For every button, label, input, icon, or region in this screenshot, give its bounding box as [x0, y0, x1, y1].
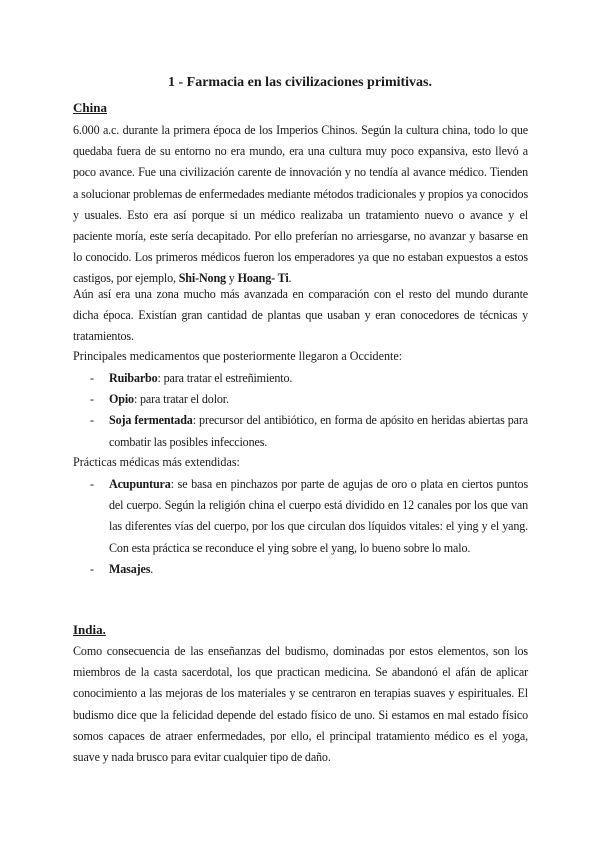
emperor-name-1: Shi-Nong — [178, 271, 226, 286]
dash-bullet: - — [90, 561, 94, 576]
paragraph-end: . — [288, 271, 292, 286]
medicine-description: : para tratar el dolor. — [133, 392, 229, 407]
practice-name: Masajes — [109, 561, 151, 576]
list-item — [73, 474, 528, 559]
china-paragraph-2: Aún así era una zona mucho más avanzada en comparación con el resto del mundo durante dicha época. Existían gran cantidad de plantas que usaban y eran conocedores de técnicas y tratamientos. — [73, 287, 528, 344]
dash-bullet: - — [90, 413, 94, 428]
page-title: 1 - Farmacia en las civilizaciones primitivas. — [167, 75, 432, 90]
emperor-name-2: Hoang- Ti — [237, 271, 289, 286]
medicines-intro: Principales medicamentos que posteriormente llegaron a Occidente: — [73, 349, 403, 363]
dash-bullet: - — [90, 392, 94, 407]
list-item — [73, 368, 528, 389]
china-paragraph-1 — [73, 120, 528, 290]
practice-description: : se basa en pinchazos por parte de agujas de oro o plata en ciertos puntos del cuerpo. Según la religión china el cuerpo está dividido en 12 canales por los que van las diferentes vías del cuerpo, por los que circulan dos líquidos vitales: el ying y el yang. Con esta práctica se reconduce el ying sobre el yang, lo bueno sobre lo malo. — [109, 477, 528, 555]
conjunction: y — [225, 271, 238, 286]
section-heading-china: China — [73, 100, 107, 115]
practices-list — [73, 474, 528, 580]
list-item — [73, 559, 528, 580]
list-item — [73, 410, 528, 452]
medicine-description: : para tratar el estreñimiento. — [157, 371, 293, 385]
medicines-list — [73, 368, 528, 453]
dash-bullet: - — [90, 477, 94, 491]
practice-description: . — [150, 561, 154, 576]
medicine-name: Soja fermentada — [109, 413, 193, 428]
india-paragraph-1: Como consecuencia de las enseñanzas del budismo, dominadas por estos elementos, son los miembros de la casta sacerdotal, los que practican medicina. Se abandonó el afán de aplicar conocimiento a las mejoras de los materiales y se centraron en terapias suaves y espirituales. El budismo dice que la felicidad depende del estado físico de uno. Si estamos en mal estado físico somos capaces de atraer enfermedades, por ello, el principal tratamiento médico es el yoga, suave y nada brusco para evitar cualquier tipo de daño. — [73, 644, 528, 765]
practice-name: Acupuntura — [109, 477, 171, 491]
medicine-name: Opio — [109, 392, 134, 407]
list-item — [73, 389, 528, 410]
medicine-description: : precursor del antibiótico, en forma de apósito en heridas abiertas para combatir las posibles infecciones. — [109, 413, 528, 449]
medicine-name: Ruibarbo — [109, 371, 158, 385]
section-heading-india: India. — [73, 622, 106, 637]
practices-intro: Prácticas médicas más extendidas: — [73, 455, 240, 469]
dash-bullet: - — [90, 371, 94, 385]
china-paragraph-1-text: 6.000 a.c. durante la primera época de los Imperios Chinos. Según la cultura china, todo lo que quedaba fuera de su entorno no era mundo, era una cultura muy poco expansiva, esto llevó a poco avance. Fue una civilización carente de innovación y no tendía al avance médico. Tienden a solucionar problemas de enfermedades mediante métodos tradicionales y propios ya conocidos y usuales. Esto era así porque si un médico realizaba un tratamiento nuevo o avance y el paciente moría, este sería decapitado. Por ello preferían no arriesgarse, no avanzar y basarse en lo conocido. Los primeros médicos fueron los emperadores ya que no estaban expuestos a estos castigos, por ejemplo, — [73, 123, 528, 286]
